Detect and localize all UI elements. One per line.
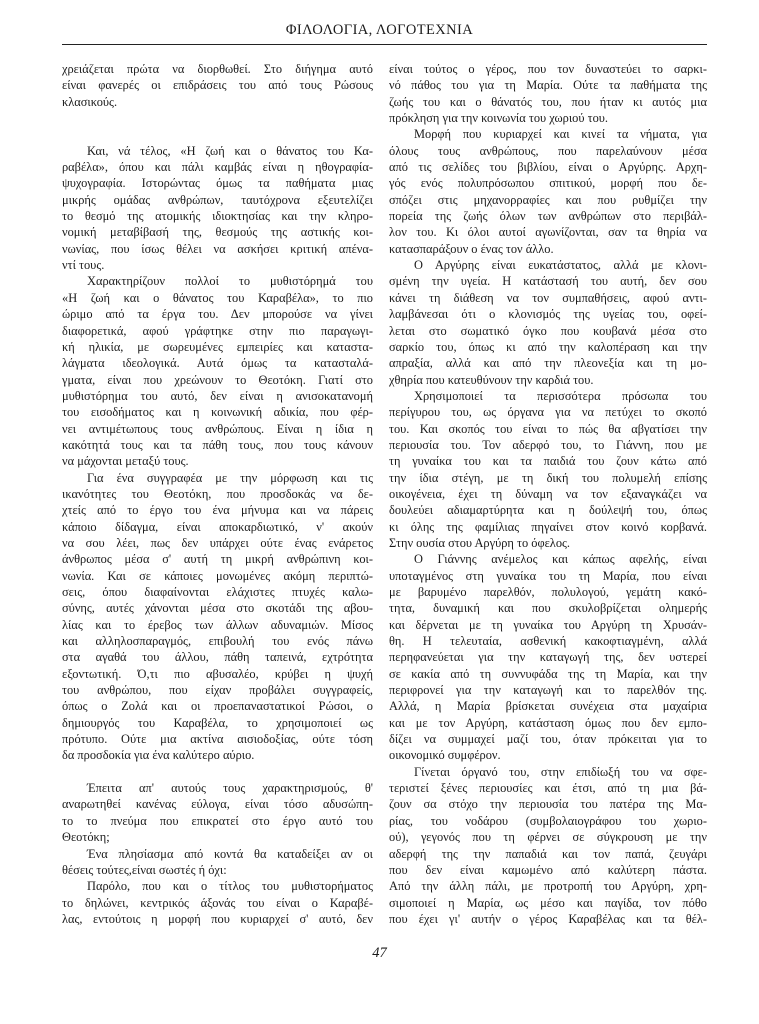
text-line: όπως ο Ζολά και οι προεπαναστατικοί Ρώσοι, ο xyxy=(62,699,373,714)
header-rule xyxy=(62,44,707,45)
text-line: άνθρωπος μέσα σ' αυτή τη μικρή ανθρώπινη κοι- xyxy=(62,552,373,567)
text-line: το το πνεύμα που επικρατεί στο έργο αυτό του xyxy=(62,813,373,828)
text-line: περηφανεύεται για την καταγωγή της, δεν υστερεί xyxy=(389,650,707,665)
text-line: του εισοδήματος και η κοινωνική αδικία, που φέρ- xyxy=(62,405,373,420)
text-line: που έχει γι' αυτήν ο γέρος Καραβέλας και τα θέλ- xyxy=(389,911,707,926)
text-line: κατασπαράξουν ο ένας τον άλλο. xyxy=(389,241,554,256)
text-line: με βαρυμένο παρελθόν, πολυλογού, γεμάτη κακό- xyxy=(389,585,707,599)
text-line: τη γυναίκα του και τα παιδιά του ζουν κάτω από xyxy=(389,454,707,469)
text-line: και με τον Αργύρη, κατάσταση όμως που δεν εμπο- xyxy=(389,715,707,730)
text-line: απραξία, αλλά και από την πλεονεξία και τη μο- xyxy=(389,356,707,371)
text-line: ζωής του και ο θάνατός του, που ήταν κι αυτός μια xyxy=(389,94,707,109)
text-line: σιμοποιεί η Μαρία, ως μέσο και παγίδα, τον πόθο xyxy=(389,895,707,910)
text-line: νομική μεταβίβασή της, θεσμούς της αστικής κοι- xyxy=(62,225,373,240)
text-line: σύνης, αυτές χάνονται μέσα στο σκοτάδι της αβου- xyxy=(62,601,373,616)
text-line: υποταγμένος στη γυναίκα του τη Μαρία, που είναι xyxy=(389,568,707,583)
text-line: Ένα πλησίασμα από κοντά θα καταδείξει αν οι xyxy=(87,846,373,861)
text-line: δημιουργός του Καραβέλα, το χρησιμοποιεί ως xyxy=(62,715,373,730)
text-line: Ο Αργύρης είναι ευκατάστατος, αλλά με κλονι- xyxy=(414,258,707,273)
text-line: εξοντωτική. Ό,τι πιο αβυσαλέο, κρύβει η ψυχή xyxy=(62,666,373,681)
text-line: θέσεις τούτες,είναι σωστές ή όχι: xyxy=(62,862,227,877)
text-line: Μορφή που κυριαρχεί και κινεί τα νήματα, για xyxy=(414,127,707,142)
text-line: Και, νά τέλος, «Η ζωή και ο θάνατος του Κα- xyxy=(87,143,373,158)
text-line: Γίνεται όργανό του, στην επιδίωξή του να σφε- xyxy=(414,764,707,779)
text-line: τητα, δυναμική και που σκυλοβρίζεται ολημερής xyxy=(389,601,707,616)
text-line: σεις, όπου διαφαίνονται ελάχιστες πτυχές καλω- xyxy=(62,585,373,599)
text-line: νει αντιμέτωπους τους ανθρώπους. Είναι η ίδια η xyxy=(62,421,373,436)
text-line: ντί τους. xyxy=(62,258,105,273)
text-line: το δηλώνει, κεντρικός άξονάς του είναι ο Καραβέ- xyxy=(62,895,373,910)
text-line: κάποιο δίδαγμα, είναι αποκαρδιωτικό, ν' ακούν xyxy=(62,519,373,534)
text-line: και δέρνεται με τη γυναίκα του Αργύρη τη Χρυσάν- xyxy=(389,617,707,632)
text-line: τεριστεί ξένες περιουσίες και έτσι, από τη μια βά- xyxy=(389,781,707,796)
text-line: νό πάθος του για τη Μαρία. Ούτε τα παθήματα της xyxy=(389,78,707,93)
text-line: χρειάζεται πρώτα να διορθωθεί. Στο διήγημα αυτό xyxy=(62,62,373,76)
text-line: σαρκίο του, όπως κι από την καλοπέραση και την xyxy=(389,339,707,354)
text-line: περιουσία του. Τον αδερφό του, το Γιάννη, που με xyxy=(389,437,707,452)
paragraph-gap xyxy=(62,764,373,780)
text-line: μικρής ομάδας ανθρώπων, ταυτόχρονα εξευτελίζει xyxy=(62,192,373,207)
text-line: να σου λέει, πως δεν υπάρχει ούτε ένας ενάρετος xyxy=(62,535,373,550)
text-line: περίγυρου του, ως όργανα για να πετύχει το σκοπό xyxy=(389,405,707,420)
text-line: του. Και σκοπός του είναι το πώς θα αβγατίσει την xyxy=(389,421,707,436)
text-line: νωνίας, που ίσως θέλει να ασκήσει κριτική απένα- xyxy=(62,241,373,256)
text-line: χθηρία που κατευθύνουν την καρδιά του. xyxy=(389,372,594,387)
text-line: Έπειτα απ' αυτούς τους χαρακτηρισμούς, θ' xyxy=(87,781,373,796)
text-line: Χρησιμοποιεί τα περισσότερα πρόσωπα του xyxy=(414,388,707,403)
text-line: όλους τους ανθρώπους, που παρελαύνουν μέσα xyxy=(389,143,707,158)
text-line: ζουν σα στόχο την περιουσία του πατέρα της Μα- xyxy=(389,797,707,812)
text-line: Από την άλλη πάλι, με προτροπή του Αργύρη, χρη- xyxy=(389,879,707,894)
text-line: πρόκληση για την κοινωνία του χωριού του. xyxy=(389,111,608,126)
text-line: λον του. Κι όλοι αυτοί αγωνίζονται, σαν τα θηρία να xyxy=(389,225,707,240)
text-line: οικονομικό συμφέρον. xyxy=(389,748,501,763)
text-line: σε κακία από τη συννυφάδα της τη Μαρία, και την xyxy=(389,666,707,681)
text-line: πορεία της ζωής όλων των ανθρώπων στο περιβάλ- xyxy=(389,209,707,224)
text-line: από τις σελίδες του βιβλίου, είναι ο Αργύρης. Αρχη- xyxy=(389,160,707,175)
text-line: γματα, είναι που χρεώνουν το Θεοτόκη. Γιατί στο xyxy=(62,372,373,387)
text-line: διαφορετικά, αφού γράφτηκε στην πιο παραγωγι- xyxy=(62,323,373,338)
text-line: ικανότητες του Θεοτόκη, που προσδοκάς να δε- xyxy=(62,486,373,501)
text-line: νωνία. Και σε κάποιες μονωμένες ακόμη περιπτώ- xyxy=(62,568,373,583)
text-line: αναρωτηθεί κανένας εύλογα, είναι τόσο αδυσώπη- xyxy=(62,797,373,812)
text-line: του ανθρώπου, που είχαν προβάλει συγγραφείς, xyxy=(62,683,373,698)
text-line: είναι φανερές οι επιδράσεις του από τους Ρώσους xyxy=(62,78,373,93)
text-line: που δεν είναι καμωμένο από καλύτερη πάστα. xyxy=(389,862,707,877)
text-line: λεται στο σωματικό όγκο που κουβανά μέσα στο xyxy=(389,323,707,338)
text-line: κακότητά τους και τα πάθη τους, που τους κάνουν xyxy=(62,437,373,452)
text-line: οικογένεια, έχει τη δύναμη να τον εξαναγκάζει να xyxy=(389,486,707,501)
text-line: θη. Η τελευταία, ασθενική κακοφτιαγμένη, αλλά xyxy=(389,634,707,649)
text-line: Αλλά, η Μαρία βρίσκεται συνέχεια στα μαχαίρια xyxy=(389,699,707,714)
text-line: Στην ουσία στου Αργύρη το όφελος. xyxy=(389,535,571,550)
text-line: κι όλης της φαμίλιας πηγαίνει στον κοινό κορβανά. xyxy=(389,519,707,534)
text-line: κή ηλικία, με σωρευμένες εμπειρίες και καταστα- xyxy=(62,339,373,354)
page-number: 47 xyxy=(372,945,387,961)
text-line: λίας και το έρεβος των άλλων αδυναμιών. Μίσος xyxy=(62,617,373,632)
text-line: ραβέλα», όπου και πάλι καμβάς είναι η ηθογραφία- xyxy=(62,160,373,175)
text-line: κλασικούς. xyxy=(62,94,118,109)
text-line: μυθιστόρημα του αυτό, δεν είναι η ανισοκατανομή xyxy=(62,388,373,403)
text-line: την ίδια στέγη, με τη δική του πολυμελή επίσης xyxy=(389,470,707,485)
text-line: σπόζει στις μηχανορραφίες και που ρυθμίζει την xyxy=(389,192,707,207)
text-line: αδερφή της την παπαδιά και τον παπά, ζευγάρι xyxy=(389,846,707,861)
text-line: στα αγαθά του άλλου, πάθη ταπεινά, εχτρότητα xyxy=(62,650,373,665)
text-line: δουλεύει αδιαμαρτύρητα και η δούλεψή του, όπως xyxy=(389,503,707,518)
text-line: Ο Γιάννης ανέμελος και κάπως αφελής, είναι xyxy=(414,552,707,567)
text-line: ού), γεγονός που τη φέρνει σε σύγκρουση με την xyxy=(389,830,707,845)
paragraph-gap xyxy=(62,110,373,126)
text-line: ώριμο από τα έργα του. Δεν μπορούσε να γίνει xyxy=(62,307,373,322)
paragraph-gap xyxy=(62,126,373,142)
text-line: λαμβάνεσαι ότι ο κλονισμός της υγείας του, οφεί- xyxy=(389,307,707,322)
text-line: Θεοτόκη; xyxy=(62,830,110,845)
text-line: δα προσδοκία για ένα καλύτερο αύριο. xyxy=(62,748,255,763)
text-line: χτείς από το έργο του ένα μήνυμα και να πάρεις xyxy=(62,503,373,518)
text-line: Παρόλο, που και ο τίτλος του μυθιστορήματος xyxy=(87,879,373,894)
running-header: ΦΙΛΟΛΟΓΙΑ, ΛΟΓΟΤΕΧΝΙΑ xyxy=(285,22,474,38)
text-line: Χαρακτηρίζουν πολλοί το μυθιστόρημά του xyxy=(87,274,373,289)
right-column xyxy=(389,61,707,927)
text-line: το θεσμό της ατομικής ιδιοκτησίας και την κληρο- xyxy=(62,209,373,224)
text-line: λάγματα ιδεολογικά. Αυτά όμως τα κατασταλά- xyxy=(62,356,373,371)
text-line: πρότυπο. Ούτε μια ακτίνα αισιοδοξίας, ούτε τόση xyxy=(62,732,373,747)
text-line: να μάχονται μεταξύ τους. xyxy=(62,454,189,469)
text-line: σμένη την υγεία. Η κατάστασή του αυτή, δεν σου xyxy=(389,274,707,289)
text-line: ψυχογραφία. Ιστορώντας όμως τα παθήματα μιας xyxy=(62,176,373,191)
text-line: ρίας, του νοδάρου (συμβολαιογράφου του χωριο- xyxy=(389,813,707,828)
text-line: γός ενός πολυπρόσωπου σπιτικού, μορφή που δε- xyxy=(389,176,707,191)
text-line: περιφρονεί για την καταγωγή και το παρελθόν της. xyxy=(389,683,707,698)
text-line: Για ένα συγγραφέα με την μόρφωση και τις xyxy=(87,470,373,485)
text-line: και αλληλοσπαραγμός, επιβουλή του ενός πάνω xyxy=(62,634,373,649)
text-line: «Η ζωή και ο θάνατος του Καραβέλα», το πιο xyxy=(62,290,373,305)
text-line: δίζει να συμμαχεί μαζί του, όταν πρόκειται για το xyxy=(389,732,707,747)
text-line: λας, εντούτοις η μορφή που κυριαρχεί σ' αυτό, δεν xyxy=(62,911,373,926)
left-column xyxy=(62,61,373,927)
text-line: είναι τούτος ο γέρος, που τον δυναστεύει το σαρκι- xyxy=(389,62,707,76)
text-line: κάνει τη διάθεση να τον συμπαθήσεις, αφού αντι- xyxy=(389,290,707,305)
